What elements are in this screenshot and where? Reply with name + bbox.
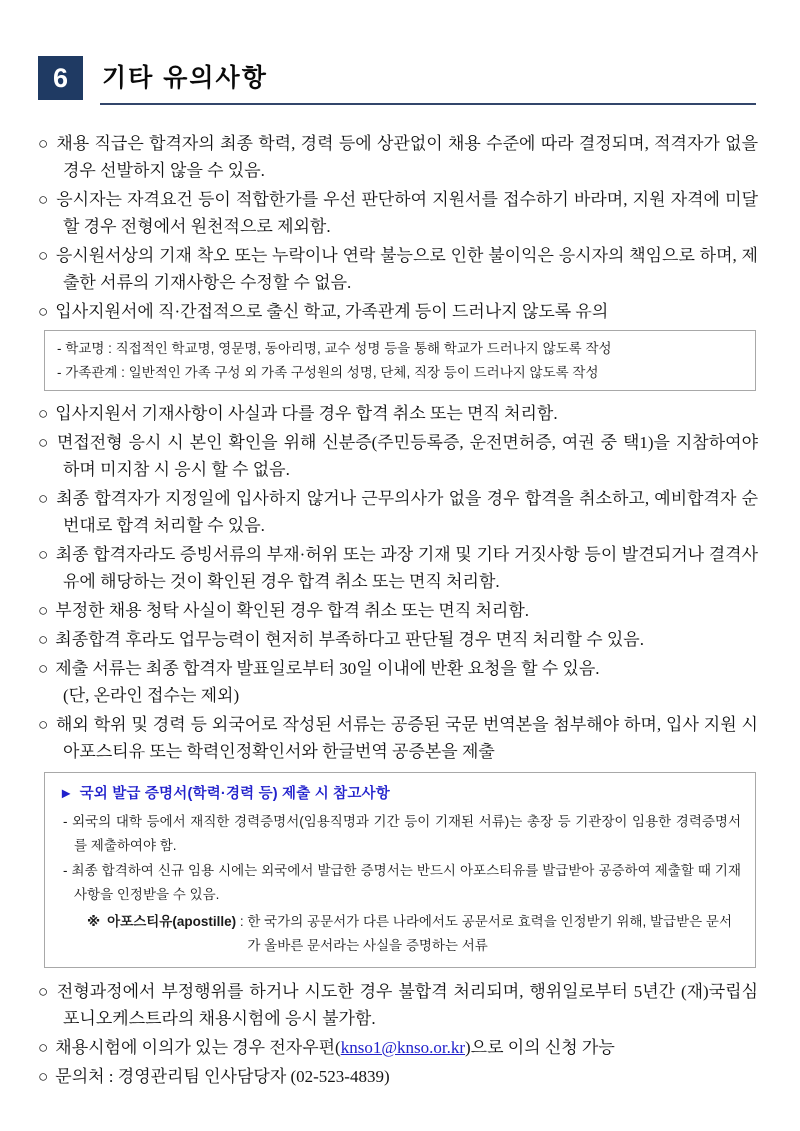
notice-item bbox=[38, 655, 758, 709]
note-box-title-text: 국외 발급 증명서(학력·경력 등) 제출 시 참고사항 bbox=[79, 786, 390, 802]
bullet-marker: ○ bbox=[38, 1038, 49, 1057]
notice-text: )으로 이의 신청 가능 bbox=[464, 1038, 615, 1057]
bullet-marker: ○ bbox=[38, 1067, 49, 1086]
notice-item bbox=[38, 186, 758, 240]
notice-text: 응시원서상의 기재 착오 또는 누락이나 연락 불능으로 인한 불이익은 응시자의 책임으로 하며, 제출한 서류의 기재사항은 수정할 수 없음. bbox=[55, 246, 758, 292]
note-line: - 외국의 대학 등에서 재직한 경력증명서(임용직명과 기간 등이 기재된 서류)는 총장 등 기관장이 임용한 경력증명서를 제출하여야 함. bbox=[63, 814, 741, 853]
apostille-label: 아포스티유(apostille) bbox=[107, 914, 237, 929]
bullet-marker: ○ bbox=[38, 630, 49, 649]
notice-text: 채용 직급은 합격자의 최종 학력, 경력 등에 상관없이 채용 수준에 따라 결정되며, 적격자가 없을 경우 선발하지 않을 수 있음. bbox=[56, 134, 758, 180]
note-line: - 최종 합격하여 신규 임용 시에는 외국에서 발급한 증명서는 반드시 아포스티유를 발급받아 공증하여 제출할 때 기재사항을 인정받을 수 있음. bbox=[63, 863, 741, 902]
section-header bbox=[38, 56, 758, 105]
notice-item bbox=[38, 1034, 758, 1061]
notice-text: 문의처 : 경영관리팀 인사담당자 (02-523-4839) bbox=[55, 1067, 390, 1086]
reference-mark-icon: ※ bbox=[87, 914, 101, 929]
notice-item bbox=[38, 1063, 758, 1090]
bullet-marker: ○ bbox=[38, 982, 50, 1001]
bullet-marker: ○ bbox=[38, 433, 50, 452]
notice-text: 입사지원서에 직·간접적으로 출신 학교, 가족관계 등이 드러나지 않도록 유의 bbox=[55, 302, 609, 321]
bullet-marker: ○ bbox=[38, 246, 49, 265]
note-box-title bbox=[59, 782, 741, 807]
bullet-marker: ○ bbox=[38, 134, 50, 153]
notice-text: 입사지원서 기재사항이 사실과 다를 경우 합격 취소 또는 면직 처리함. bbox=[55, 404, 558, 423]
notice-item bbox=[38, 711, 758, 765]
school-privacy-note-box bbox=[44, 330, 756, 391]
apostille-definition: 한 국가의 공문서가 다른 나라에서도 공문서로 효력을 인정받기 위해, 발급받은 문서가 올바른 문서라는 사실을 증명하는 서류 bbox=[247, 914, 733, 953]
notice-text: 제출 서류는 최종 합격자 발표일로부터 30일 이내에 반환 요청을 할 수 있음. bbox=[55, 659, 600, 678]
bullet-marker: ○ bbox=[38, 302, 49, 321]
bullet-marker: ○ bbox=[38, 659, 49, 678]
bullet-marker: ○ bbox=[38, 715, 49, 734]
notice-text: 전형과정에서 부정행위를 하거나 시도한 경우 불합격 처리되며, 행위일로부터 5년간 (재)국립심포니오케스트라의 채용시험에 응시 불가함. bbox=[56, 982, 758, 1028]
bullet-marker: ○ bbox=[38, 489, 50, 508]
notice-item bbox=[38, 541, 758, 595]
section-title-underline bbox=[100, 56, 756, 105]
notice-item bbox=[38, 597, 758, 624]
arrow-bullet-icon: ► bbox=[59, 786, 74, 802]
notice-text: 최종 합격자라도 증빙서류의 부재·허위 또는 과장 기재 및 기타 거짓사항 등이 발견되거나 결격사유에 해당하는 것이 확인된 경우 합격 취소 또는 면직 처리함. bbox=[55, 545, 758, 591]
notice-item bbox=[38, 298, 758, 325]
notice-subtext: (단, 온라인 접수는 제외) bbox=[63, 686, 240, 705]
notice-text: 응시자는 자격요건 등이 적합한가를 우선 판단하여 지원서를 접수하기 바라며, 지원 자격에 미달할 경우 전형에서 원천적으로 제외함. bbox=[56, 190, 758, 236]
bullet-marker: ○ bbox=[38, 404, 49, 423]
bullet-marker: ○ bbox=[38, 190, 50, 209]
bullet-marker: ○ bbox=[38, 601, 49, 620]
bullet-marker: ○ bbox=[38, 545, 49, 564]
section-title: 기타 유의사항 bbox=[102, 64, 268, 92]
notice-item bbox=[38, 242, 758, 296]
notice-text: 부정한 채용 청탁 사실이 확인된 경우 합격 취소 또는 면직 처리함. bbox=[55, 601, 530, 620]
note-line: - 가족관계 : 일반적인 가족 구성 외 가족 구성원의 성명, 단체, 직장 등이 드러나지 않도록 작성 bbox=[57, 365, 599, 380]
apostille-note bbox=[59, 910, 741, 958]
note-line: - 학교명 : 직접적인 학교명, 영문명, 동아리명, 교수 성명 등을 통해 학교가 드러나지 않도록 작성 bbox=[57, 341, 612, 356]
notice-text: 최종합격 후라도 업무능력이 현저히 부족하다고 판단될 경우 면직 처리할 수 있음. bbox=[55, 630, 644, 649]
notice-item bbox=[38, 978, 758, 1032]
notice-item bbox=[38, 626, 758, 653]
overseas-certificate-note-box bbox=[44, 772, 756, 968]
notice-item bbox=[38, 485, 758, 539]
notice-item bbox=[38, 429, 758, 483]
notice-item bbox=[38, 400, 758, 427]
colon: : bbox=[236, 914, 248, 929]
email-link[interactable]: knso1@knso.or.kr bbox=[340, 1038, 465, 1057]
notice-text: 해외 학위 및 경력 등 외국어로 작성된 서류는 공증된 국문 번역본을 첨부해야 하며, 입사 지원 시 아포스티유 또는 학력인정확인서와 한글번역 공증본을 제출 bbox=[55, 715, 758, 761]
notice-text: 면접전형 응시 시 본인 확인을 위해 신분증(주민등록증, 운전면허증, 여권 중 택1)을 지참하여야 하며 미지참 시 응시 할 수 없음. bbox=[56, 433, 758, 479]
notice-text: 채용시험에 이의가 있는 경우 전자우편( bbox=[55, 1038, 341, 1057]
section-number-badge: 6 bbox=[38, 56, 83, 100]
notice-text: 최종 합격자가 지정일에 입사하지 않거나 근무의사가 없을 경우 합격을 취소하고, 예비합격자 순번대로 합격 처리할 수 있음. bbox=[56, 489, 758, 535]
notice-item bbox=[38, 130, 758, 184]
